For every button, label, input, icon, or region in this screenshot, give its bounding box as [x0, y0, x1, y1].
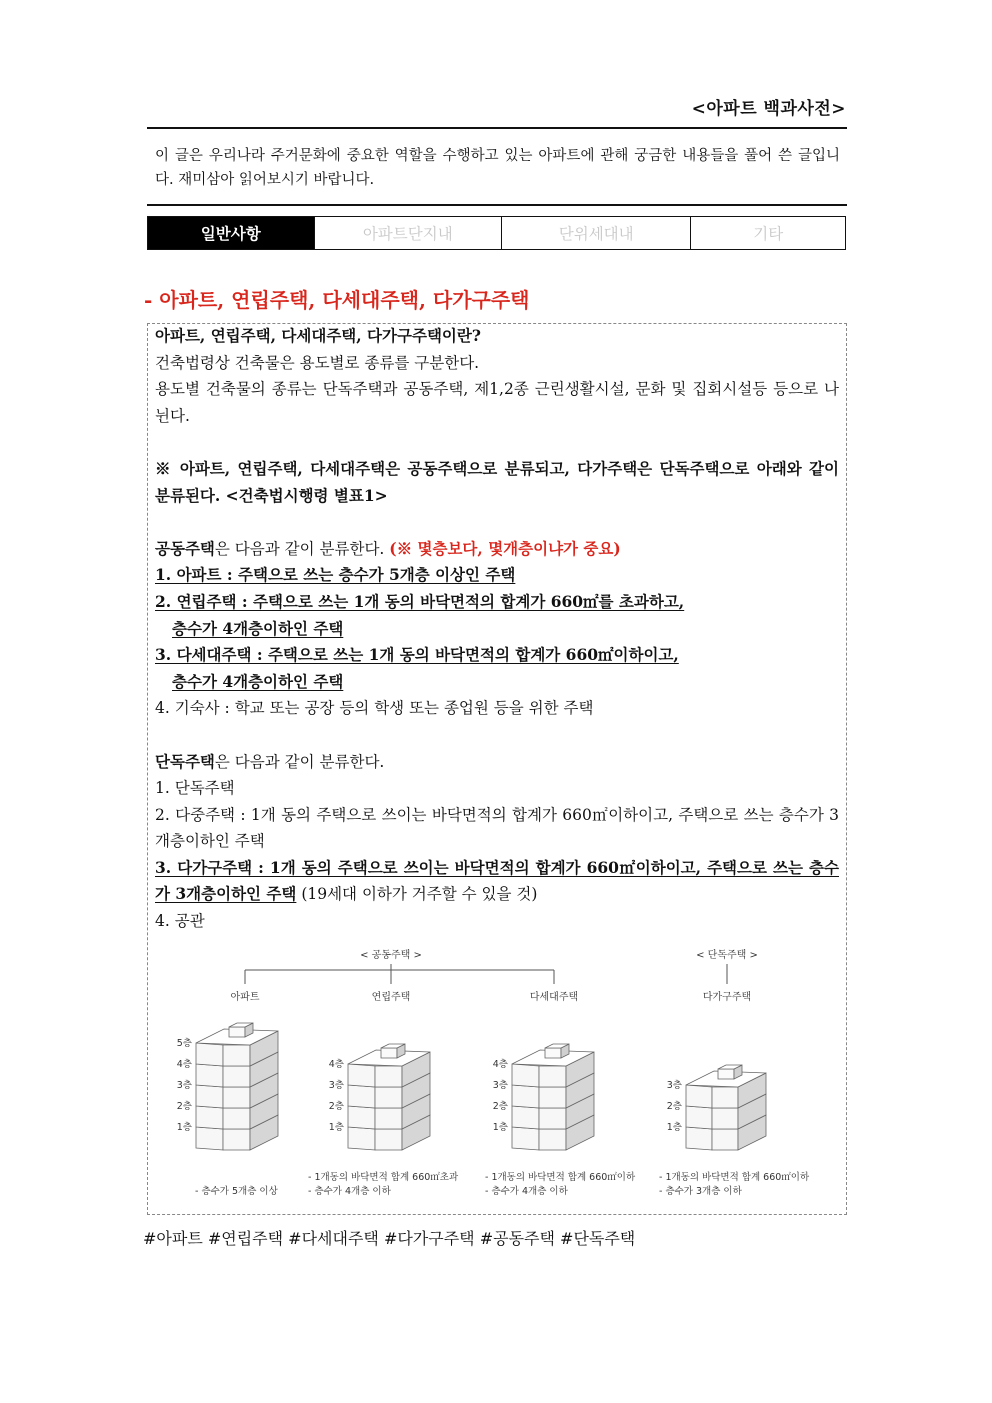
group-label-detached: < 단독주택 >: [696, 950, 758, 961]
building-front-cell: [686, 1106, 712, 1129]
floor-label: 4층: [176, 1059, 192, 1070]
det-item-3-main: 3. 다가구주택 : 1개 동의 주택으로 쓰이는 바닥면적의 합계가 660㎡이하이고, 주택으로 쓰는 층수가 3개층이하인 주택: [155, 857, 839, 904]
building-front-cell: [223, 1108, 250, 1129]
det-item-2: 2. 다중주택 : 1개 동의 주택으로 쓰이는 바닥면적의 합계가 660㎡이하이고, 주택으로 쓰는 층수가 3개층이하인 주택: [155, 805, 839, 851]
building-front-cell: [196, 1127, 223, 1150]
floor-label: 1층: [328, 1122, 344, 1133]
building-front-cell: [712, 1108, 738, 1129]
rooftop-box: [229, 1027, 245, 1037]
rooftop-box: [718, 1069, 734, 1079]
floor-label: 3층: [176, 1080, 192, 1091]
building-front-cell: [712, 1087, 738, 1108]
building-front-cell: [512, 1127, 539, 1150]
building-front-cell: [223, 1087, 250, 1108]
apartment-intro-note: (※ 몇층보다, 몇개층이냐가 중요): [389, 538, 621, 558]
building-front-cell: [223, 1066, 250, 1087]
caption-multifamily-area: - 1개동의 바닥면적 합계 660㎡이하: [659, 1172, 810, 1183]
det-item-3: [155, 855, 839, 908]
building-front-cell: [348, 1106, 375, 1129]
apt-item-1: 1. 아파트 : 주택으로 쓰는 층수가 5개층 이상인 주택: [155, 565, 516, 585]
det-item-3-note: (19세대 이하가 거주할 수 있을 것): [301, 885, 538, 904]
building-front-cell: [686, 1127, 712, 1150]
building-front-cell: [712, 1129, 738, 1150]
hashtags: #아파트 #연립주택 #다세대주택 #다가구주택 #공동주택 #단독주택: [143, 1229, 636, 1248]
detached-intro-bold: 단독주택: [155, 751, 215, 771]
category-tabs: [147, 216, 846, 250]
building-front-cell: [512, 1085, 539, 1108]
building-label-multiplex: 다세대주택: [529, 992, 579, 1003]
floor-label: 2층: [492, 1101, 508, 1112]
building-front-cell: [196, 1064, 223, 1087]
apartment-intro-rest: 은 다음과 같이 분류한다.: [214, 539, 390, 558]
rooftop-box: [545, 1048, 561, 1058]
rooftop-box: [381, 1048, 397, 1058]
building-front-cell: [196, 1106, 223, 1129]
det-item-4: 4. 공관: [155, 912, 205, 931]
group-label-apartment: < 공동주택 >: [360, 950, 422, 961]
building-front-cell: [512, 1064, 539, 1087]
apt-item-4: 4. 기숙사 : 학교 또는 공장 등의 학생 또는 종업원 등을 위한 주택: [155, 699, 594, 718]
housing-type-diagram: [160, 940, 840, 1210]
floor-label: 2층: [328, 1101, 344, 1112]
floor-label: 2층: [176, 1101, 192, 1112]
building-front-cell: [539, 1066, 566, 1087]
detached-intro-rest: 은 다음과 같이 분류한다.: [214, 752, 385, 771]
tab-apartment-complex[interactable]: 아파트단지내: [314, 217, 501, 249]
building-label-multifamily: 다가구주택: [702, 992, 752, 1003]
caption-multiplex-floors: - 층수가 4개층 이하: [485, 1186, 568, 1197]
floor-label: 5층: [176, 1038, 192, 1049]
building-front-cell: [375, 1066, 402, 1087]
floor-label: 2층: [666, 1101, 682, 1112]
detached-intro: [155, 749, 839, 776]
caption-multiplex-area: - 1개동의 바닥면적 합계 660㎡이하: [485, 1172, 636, 1183]
building-front-cell: [223, 1045, 250, 1066]
building-front-cell: [539, 1087, 566, 1108]
floor-label: 1층: [492, 1122, 508, 1133]
floor-label: 4층: [328, 1059, 344, 1070]
paragraph-2: 용도별 건축물의 종류는 단독주택과 공동주택, 제1,2종 근린생활시설, 문화 및 집회시설등 등으로 나뉜다.: [155, 380, 839, 425]
apt-item-3-cont: 층수가 4개층이하인 주택: [172, 671, 344, 691]
building-front-cell: [196, 1043, 223, 1066]
caption-apartment: - 층수가 5개층 이상: [195, 1186, 278, 1197]
building-front-cell: [375, 1087, 402, 1108]
tab-general[interactable]: 일반사항: [148, 217, 314, 249]
apt-item-2: 2. 연립주택 : 주택으로 쓰는 1개 동의 바닥면적의 합계가 660㎡를 초과하고,: [155, 591, 685, 611]
tab-unit[interactable]: 단위세대내: [501, 217, 690, 249]
floor-label: 3층: [328, 1080, 344, 1091]
content-body: [155, 323, 839, 935]
caption-rowhouse-floors: - 층수가 4개층 이하: [308, 1186, 391, 1197]
section-heading: - 아파트, 연립주택, 다세대주택, 다가구주택: [144, 288, 530, 312]
building-front-cell: [196, 1085, 223, 1108]
building-front-cell: [348, 1085, 375, 1108]
question-heading: 아파트, 연립주택, 다세대주택, 다가구주택이란?: [155, 326, 481, 345]
building-front-cell: [539, 1108, 566, 1129]
intro-text: 이 글은 우리나라 주거문화에 중요한 역할을 수행하고 있는 아파트에 관해 궁금한 내용들을 풀어 쓴 글입니다. 재미삼아 읽어보시기 바랍니다.: [155, 148, 840, 188]
tab-etc[interactable]: 기타: [690, 217, 845, 249]
classification-note: ※ 아파트, 연립주택, 다세대주택은 공동주택으로 분류되고, 다가주택은 단독주택으로 아래와 같이 분류된다. <건축법시행령 별표1>: [155, 458, 839, 505]
top-divider: [147, 127, 847, 129]
building-front-cell: [223, 1129, 250, 1150]
caption-multifamily-floors: - 층수가 3개층 이하: [659, 1186, 742, 1197]
page-title: <아파트 백과사전>: [691, 99, 846, 119]
apartment-intro: [155, 536, 839, 563]
floor-label: 4층: [492, 1059, 508, 1070]
building-front-cell: [348, 1064, 375, 1087]
building-front-cell: [539, 1129, 566, 1150]
paragraph-1: 건축법령상 건축물은 용도별로 종류를 구분한다.: [155, 353, 480, 372]
building-front-cell: [686, 1085, 712, 1108]
building-label-apartment: 아파트: [230, 992, 260, 1003]
intro-divider: [147, 204, 847, 206]
building-label-rowhouse: 연립주택: [371, 992, 411, 1003]
det-item-1: 1. 단독주택: [155, 779, 235, 798]
floor-label: 3층: [492, 1080, 508, 1091]
building-front-cell: [375, 1129, 402, 1150]
floor-label: 1층: [176, 1122, 192, 1133]
apartment-intro-bold: 공동주택: [155, 538, 215, 558]
building-front-cell: [512, 1106, 539, 1129]
building-front-cell: [348, 1127, 375, 1150]
floor-label: 3층: [666, 1080, 682, 1091]
apt-item-2-cont: 층수가 4개층이하인 주택: [172, 618, 344, 638]
tree-lines: [245, 964, 727, 984]
building-front-cell: [375, 1108, 402, 1129]
floor-label: 1층: [666, 1122, 682, 1133]
caption-rowhouse-area: - 1개동의 바닥면적 합계 660㎡초과: [308, 1172, 459, 1183]
apt-item-3: 3. 다세대주택 : 주택으로 쓰는 1개 동의 바닥면적의 합계가 660㎡이하이고,: [155, 645, 679, 665]
